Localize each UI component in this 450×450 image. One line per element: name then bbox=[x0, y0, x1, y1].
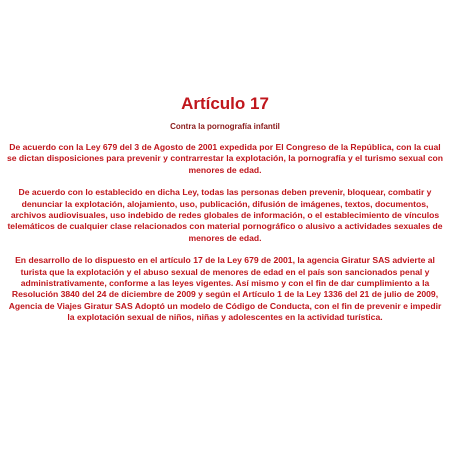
article-subtitle: Contra la pornografía infantil bbox=[170, 122, 280, 131]
paragraph-obligations: De acuerdo con lo establecido en dicha Ley, todas las personas deben prevenir, bloquear, combatir y denunciar la explotación, alojamiento, uso, publicación, difusión de imágenes, textos, documentos, archivos audiovisuales, uso indebido de redes globales de información, o el establecimiento de vínculos telemáticos de cualquier clase relacionados con material pornográfico o alusivo a actividades sexuales de menores de edad. bbox=[7, 187, 443, 243]
paragraph-law-reference: De acuerdo con la Ley 679 del 3 de Agosto de 2001 expedida por El Congreso de la República, con la cual se dictan disposiciones para prevenir y contrarrestar la explotación, la pornografía y el turismo sexual con menores de edad. bbox=[6, 142, 444, 175]
paragraph-agency-notice: En desarrollo de lo dispuesto en el artículo 17 de la Ley 679 de 2001, la agencia Giratur SAS advierte al turista que la explotación y el abuso sexual de menores de edad en el país son sancionados penal y administrativamente, conforme a las leyes vigentes. Así mismo y con el fin de dar cumplimiento a la Resolución 3840 del 24 de diciembre de 2009 y según el Artículo 1 de la Ley 1336 del 21 de julio de 2009, Agencia de Viajes Giratur SAS Adoptó un modelo de Código de Conducta, con el fin de prevenir e impedir la explotación sexual de niños, niñas y adolescentes en la actividad turística. bbox=[8, 255, 442, 323]
article-title: Artículo 17 bbox=[181, 94, 269, 113]
document-page bbox=[0, 94, 450, 450]
